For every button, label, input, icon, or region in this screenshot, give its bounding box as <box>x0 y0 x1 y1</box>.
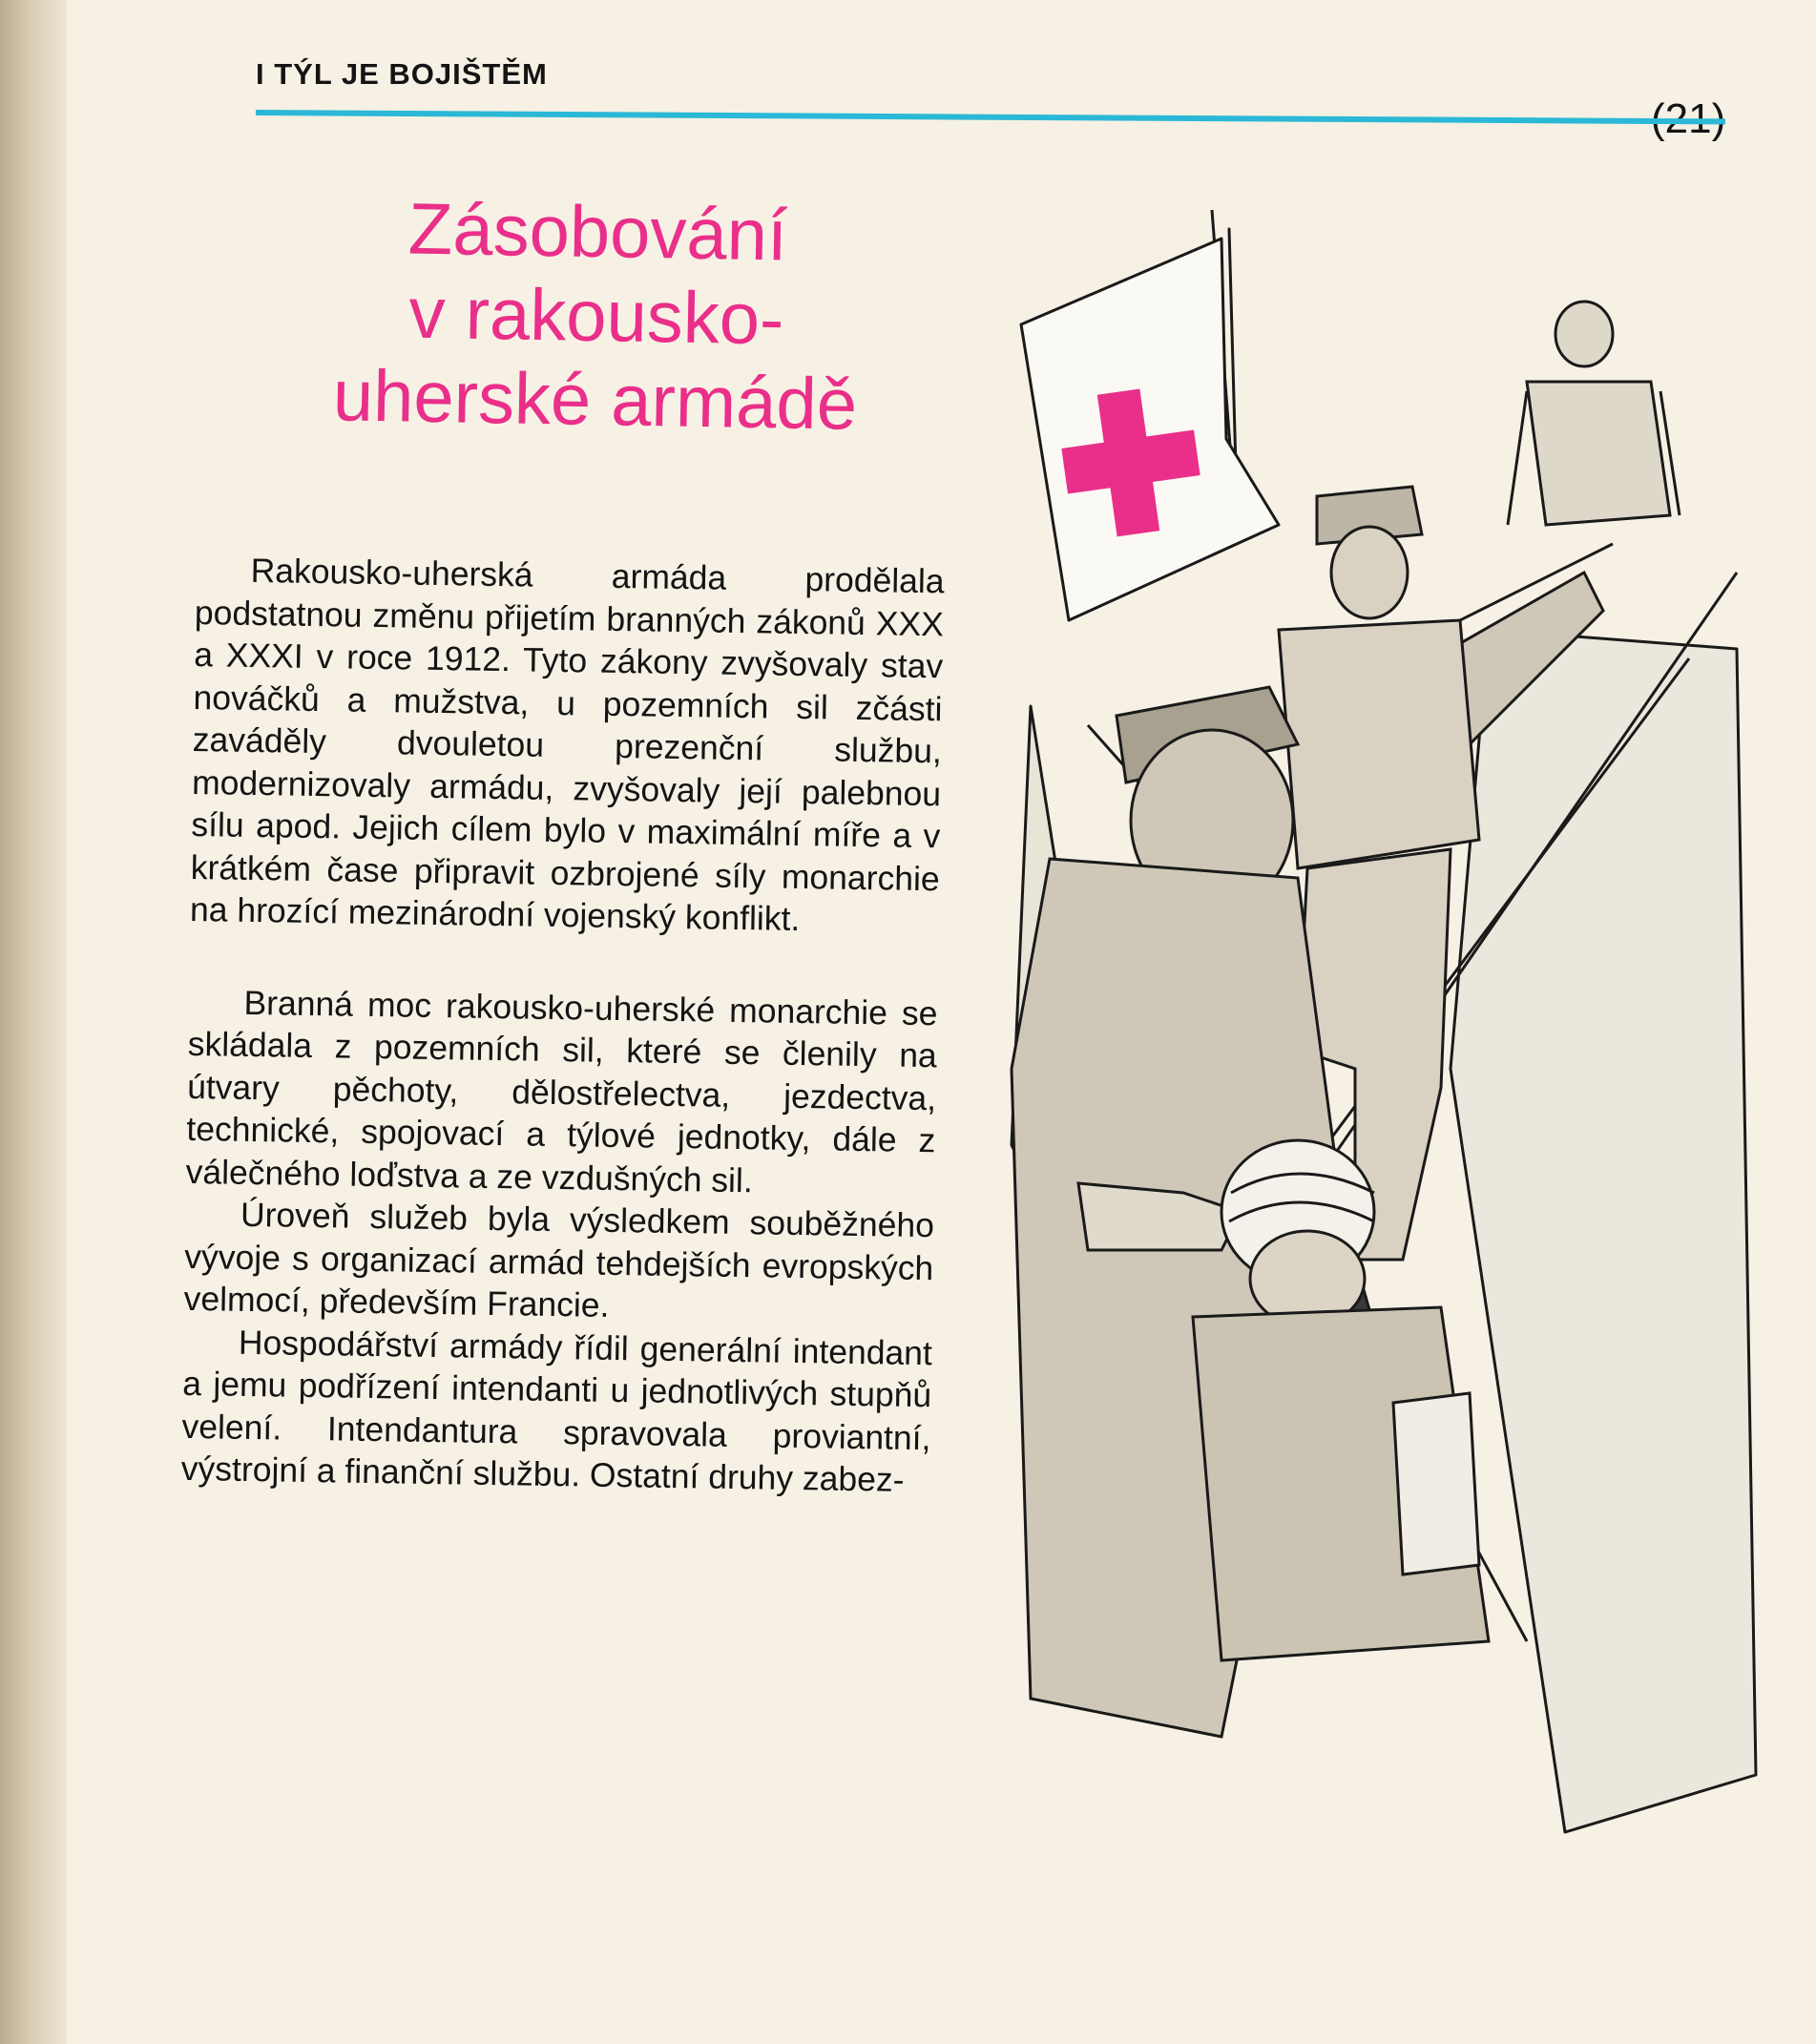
red-cross-flag <box>1021 239 1279 620</box>
body-text <box>181 549 945 1502</box>
header-rule <box>256 110 1725 124</box>
wounded-soldier-figure <box>1193 1140 1489 1660</box>
chapter-title-line-1: Zásobování <box>407 188 788 277</box>
paragraph-3: Úroveň služeb byla výsledkem souběžného vývoje s organizací armád tehdejších evropských velmocí, především Francie. <box>183 1195 935 1324</box>
tent-right-canvas <box>1451 630 1756 1832</box>
paragraph-1: Rakousko-uherská armáda prodělala podstatnou změnu přijetím branných zákonů XXX a XXXI v roce 1912. Tyto zákony zvyšovaly stav nováčků a mužstva, u pozemních sil zčásti zaváděly dvouletou prezenční službu, modernizovaly armádu, zvyšovaly její palebnou sílu apod. Jejich cílem bylo v maximální míře a v krátkém čase připravit ozbrojené síly monarchie na hrozící mezinárodní vojenský konflikt. <box>189 551 945 938</box>
stretcher-bearers-illustration <box>992 210 1813 1851</box>
section-title: I TÝL JE BOJIŠTĚM <box>256 57 548 91</box>
chapter-title-line-2: v rakousko- <box>407 272 785 361</box>
chapter-title-line-3: uherské armádě <box>332 355 858 446</box>
chapter-title <box>284 185 909 448</box>
book-gutter-shadow <box>0 0 67 2044</box>
paragraph-4: Hospodářství armády řídil generální intendant a jemu podřízení intendanti u jednotlivých stupňů velení. Intendantura spravovala proviantní, výstrojní a finanční službu. Ostatní druhy zabez- <box>180 1323 933 1499</box>
page-number: (21) <box>1651 95 1726 142</box>
soldier-back-figure <box>1508 302 1680 525</box>
paragraph-2: Branná moc rakousko-uherské monarchie se skládala z pozemních sil, které se členily na útvary pěchoty, dělostřelectva, jezdectva, technické, spojovací a týlové jednotky, dále z válečného loďstva a ze vzdušných sil. <box>185 983 938 1199</box>
